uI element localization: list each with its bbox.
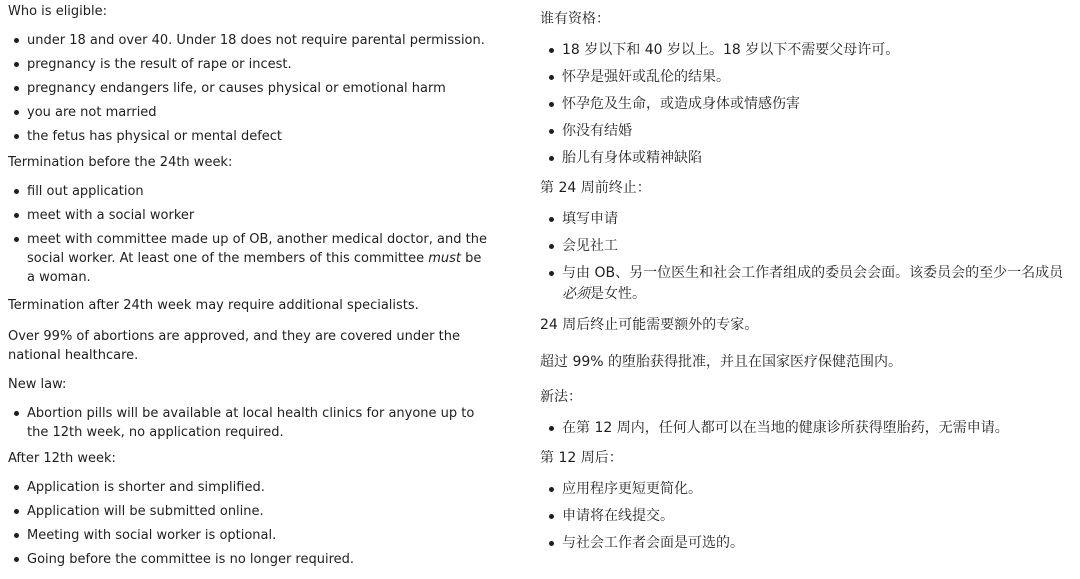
- list-item: [540, 263, 1075, 305]
- approved-paragraph-zh: 超过 99% 的堕胎获得批准，并且在国家医疗保健范围内。: [540, 354, 903, 370]
- list-item: pregnancy endangers life, or causes physical or emotional harm: [8, 79, 488, 98]
- list-item: 申请将在线提交。: [540, 506, 1075, 527]
- after-12-list-zh: [540, 479, 1075, 554]
- list-item: 你没有结婚: [540, 121, 1075, 142]
- eligible-heading-zh: 谁有资格：: [540, 11, 610, 27]
- before-24-list-zh: [540, 209, 1075, 305]
- english-column: [8, 0, 488, 574]
- list-item: Application is shorter and simplified.: [8, 478, 488, 497]
- committee-text: meet with committee made up of OB, another medical doctor, and the social worker. At least one of the members of this committee: [27, 232, 487, 266]
- new-law-heading-zh: 新法：: [540, 389, 582, 405]
- list-item: 怀孕是强奸或乱伦的结果。: [540, 67, 1075, 88]
- before-24-heading-zh: 第 24 周前终止：: [540, 180, 651, 196]
- after-24-paragraph-zh: 24 周后终止可能需要额外的专家。: [540, 317, 759, 333]
- after-12-heading: After 12th week:: [8, 451, 116, 466]
- list-item: under 18 and over 40. Under 18 does not require parental permission.: [8, 31, 488, 50]
- new-law-list: [8, 404, 488, 442]
- list-item: 在第 12 周内，任何人都可以在当地的健康诊所获得堕胎药，无需申请。: [540, 418, 1075, 439]
- committee-text: 与由 OB、另一位医生和社会工作者组成的委员会会面。该委员会的至少一名成员: [562, 265, 1064, 281]
- new-law-heading: New law:: [8, 377, 67, 392]
- list-item: 胎儿有身体或精神缺陷: [540, 148, 1075, 169]
- list-item: Going before the committee is no longer required.: [8, 550, 488, 569]
- list-item: 18 岁以下和 40 岁以上。18 岁以下不需要父母许可。: [540, 40, 1075, 61]
- list-item: pregnancy is the result of rape or incest.: [8, 55, 488, 74]
- committee-text-end: 是女性。: [590, 286, 646, 302]
- list-item: Abortion pills will be available at local health clinics for anyone up to the 12th week, no application required.: [8, 404, 488, 442]
- list-item: Application will be submitted online.: [8, 502, 488, 521]
- list-item: 怀孕危及生命，或造成身体或情感伤害: [540, 94, 1075, 115]
- list-item: the fetus has physical or mental defect: [8, 127, 488, 146]
- before-24-heading: Termination before the 24th week:: [8, 155, 233, 170]
- list-item: 会见社工: [540, 236, 1075, 257]
- list-item: 应用程序更短更简化。: [540, 479, 1075, 500]
- eligible-heading: Who is eligible:: [8, 4, 108, 19]
- after-12-heading-zh: 第 12 周后：: [540, 450, 623, 466]
- eligible-list: [8, 31, 488, 146]
- after-12-list: [8, 478, 488, 569]
- list-item: you are not married: [8, 103, 488, 122]
- list-item: 填写申请: [540, 209, 1075, 230]
- list-item: fill out application: [8, 182, 488, 201]
- list-item: [8, 230, 488, 287]
- list-item: Meeting with social worker is optional.: [8, 526, 488, 545]
- eligible-list-zh: [540, 40, 1075, 169]
- chinese-column: [540, 0, 1075, 560]
- after-24-paragraph: Termination after 24th week may require additional specialists.: [8, 298, 419, 313]
- emphasis-text: 必须: [562, 286, 590, 302]
- committee-text-end: be a woman.: [27, 251, 482, 285]
- new-law-list-zh: [540, 418, 1075, 439]
- emphasis-text: must: [428, 251, 462, 266]
- approved-paragraph: Over 99% of abortions are approved, and they are covered under the national healthcare.: [8, 329, 460, 363]
- list-item: meet with a social worker: [8, 206, 488, 225]
- list-item: 与社会工作者会面是可选的。: [540, 533, 1075, 554]
- before-24-list: [8, 182, 488, 287]
